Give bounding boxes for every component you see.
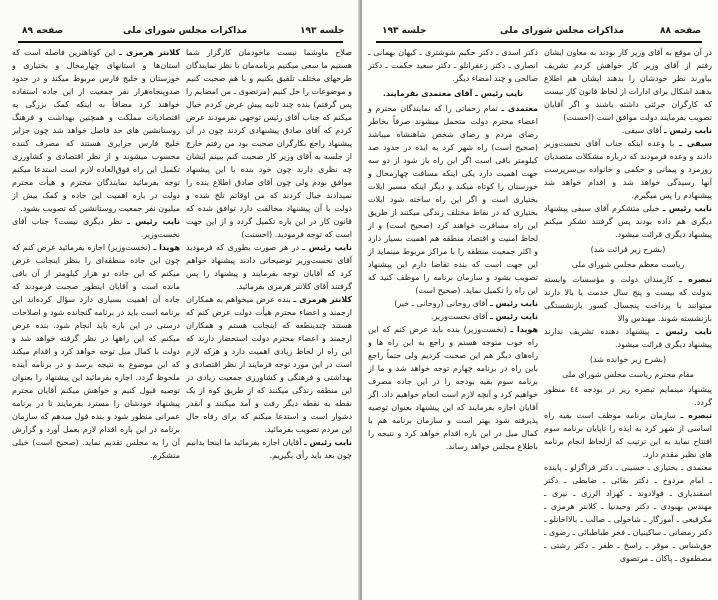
paragraph: [186, 46, 352, 241]
speaker-name: نایب رئیس ـ: [662, 204, 713, 213]
paragraph: [12, 241, 180, 462]
centered-heading: (بشرح زیر خوانده شد): [589, 355, 667, 364]
paragraph: [544, 124, 712, 137]
paragraph: [544, 137, 712, 202]
paragraph-text: بنده عرض میخواهم به همکاران ارجمند و اعضاء محترم هیأت دولت عرض کنم که هستند چندینطعه که اینجانب هستم و همکاران ارجمند و اعضاء محترم دولت استحضار دارند که این راه از لحاظ زیادی اهمیت دارد و هرکه لازم است در این مورد توجه فرمایند از نظر اقتصادی و بهداشتی و فرهنگی و کشاورزی جمعیت زیادی در این منطقه زندگی میکنند که از طریق کوه از یک نقطه به نقطه دیگر رفت و آمد میکنند و آنقدر دشوار است و استدعا میکنم که برای رفاه حال این مردم تصویب بفرمائید.: [186, 295, 352, 434]
speaker-name: معتمدی ـ: [501, 104, 538, 113]
paragraph-text: پیشنهاد دهنده تشریف ندارند پیشنهاد دیگری قرائت میشود.: [544, 327, 712, 349]
paragraph: [368, 323, 538, 453]
paragraph-text: خیلی متشکرم آقای سیفی پیشنهاد دیگری هم داده بودند پس گرفتند تشکر میکنم پیشنهاد دیگری قرائت میشود.: [544, 204, 712, 239]
paragraph-text: تمام زحماتی را که نمایندگان محترم و اعضاء محترم دولت متحمل میشوند صرفاً بخاطر رضای مردم و رضای شخص شاهنشاه میباشد (صحیح است) راه شهر کرد به ایذه در حدود صد کیلومتر باقی است اگر این راه باز شود از دو سه جهت اهمیت دارد یکی اینکه مسافت چهارمحال و خوزستان را کوتاه میکند و دیگر اینکه مسیر ایلات بختیاری است و اگر این راه ساخته شود ایلات بختیاری که در نقاط مختلف زندگی میکنند از طریق این راه مسافرت خواهند کرد (صحیح است) و از لحاظ امنیت و اقتصاد منطقه هم اهمیت بسیار دارد و اکثر جمعیت منطقه را با مراکز مربوط مینماید از این جهت است که بنده تقاضا دارم این پیشنهاد تصویب بشود و سازمان برنامه را موظف کنید که این راه را تکمیل نماید. (صحیح است): [368, 104, 538, 295]
text-column: [544, 46, 712, 565]
paragraph: [544, 273, 712, 325]
running-title: مذاکرات مجلس شورای ملی: [499, 26, 625, 36]
page-number: صفحه ۸۹: [22, 26, 64, 36]
paragraph-text: کارمندان دولت و مؤسسات وابسته بدولت که بیست و پنج سال خدمت یا بالا دارند میتوانند با پرداخت پنجسال کسور بازنشستگی بازنشسته شوند. مهندس والا: [544, 275, 712, 323]
paragraph: [544, 353, 712, 366]
text-column: [368, 46, 538, 453]
paragraph: [544, 461, 712, 565]
paragraph: [12, 46, 180, 215]
speaker-name: نایب رئیس ـ: [655, 327, 713, 336]
paragraph-text: آقای نخست‌وزیر.: [430, 312, 491, 321]
paragraph: [544, 243, 712, 256]
paragraph-text: (نخست‌وزیر) بنده باید عرض کنم که این راه خوب متوجه هستم و راجع به این راه ها و راه‌های دیگر هم این صحبت کردیم ولی حتماً راجع باین راه در برنامه چهارم توجه خواهد شد و ما از برنامه سوم بقیه بودجه را در این جاده مصرف خواهیم کرد و آنچه لازم است انجام خواهیم داد. اگر آقایان اجازه بفرمایند که این پیشنهاد بعنوان توصیه پذیرفته شود بهتر است و سازمان برنامه هم با کمال میل در این باره اقدام خواهد کرد و نتیجه را باطلاع مجلس خواهد رساند.: [368, 325, 538, 451]
paragraph: [186, 241, 352, 293]
paragraph: [368, 87, 538, 100]
paragraph: [544, 325, 712, 351]
speaker-name: نایب رئیس ـ: [490, 312, 538, 321]
speaker-name: نایب رئیس ـ: [302, 243, 352, 252]
paragraph-text: سازمان برنامه موظف است بقیه راه اساسی از شهر کرد به ایذه را تاپایان برنامه سوم افتتاح نماید به این ترتیب که ازلحاظ انجام برنامه های نظیر مقدم دارد.: [544, 411, 712, 459]
speaker-name: سیفی ـ: [679, 139, 712, 148]
speaker-name: هویدا ـ: [153, 243, 180, 252]
session-number: جلسه ۱۹۳: [382, 26, 427, 36]
paragraph: [368, 102, 538, 297]
paragraph: [544, 258, 712, 271]
paragraph-text: دکتر اسدی ـ دکتر حکیم شوشتری ـ کیهان بهمانی ـ انصاری ـ دکتر زعفرانلو ـ دکتر سعید حکمت ـ دکتر صالحی و چند امضاء دیگر.: [368, 48, 538, 83]
centered-heading: مقام محترم ریاست مجلس شورای ملی: [562, 370, 694, 379]
speaker-name: نایب رئیس ـ: [127, 217, 180, 226]
paragraph-text: معتمدی ـ بختیاری ـ حسینی ـ دکتر قراگزلو ـ پاینده ـ امام مردوخ ـ دکتر بقائی ـ ضابطی ـ دکتر اسفندیاری ـ فولادوند ـ کهزاد الرزی ـ نیری ـ مهندس بهبودی ـ دکتر وحیدنیا ـ کلانتر هرمزی ـ مکرفیعی ـ آموزگار ـ شاخولی ـ صالب ـ بالااخانلو ـ دکتر رمضانی ـ ساکینیان ـ فخر طباطبائی ـ رضوی ـ حق‌شناس ـ موقر ـ راسخ ـ ظفر ـ دکتر رشتی ـ مصطفوی ـ پاکان ـ مرتضوی: [544, 463, 712, 563]
paragraph-text: با وعده اینکه جناب آقای نخست‌وزیر دادند و وعده فرمودند که درباره مشکلات متصدیان روزمزد و پیمانی و حکمی و خانواده بی‌سرپرست آنها رسیدگی خواهد شد و اقدام خواهد شد پیشنهادم را پس میگیرم.: [544, 139, 712, 200]
text-column: [186, 46, 352, 462]
paragraph-text: (نخست‌وزیر) اجازه بفرمائید عرض کنم که چون این جاده منطقه‌ای را بنظر اینجانب عرض میکنم که این جاده دو هزار کیلومتر از آن باقی مانده است و آقایان اینطور صحبت فرمودند که جاده آن اهمیت بسیاری دارد سؤال کرده‌اند این برنامه است باید در برنامه گنجانده شود و اصلاحات درستی در این باره باید انجام شود. بنده عرض میکنم که این راهها در نظر گرفته خواهد شد و دولت با کمال میل توجه خواهد کرد و اقدام میکند که این موضوع به نتیجه برسد و در برنامه آینده ملحوظ گردد. اجازه بفرمائید این پیشنهاد را بعنوان توصیه قبول کنیم و خواهش میکنم آقایان محترم پیشنهاد خودشان را مسترد بفرمایند تا در برنامه عمرانی منظور شود و بنده قول میدهم که سازمان برنامه در این باره اقدام لازم بعمل آورد و گزارش آن را به مجلس تقدیم نماید. (صحیح است) خیلی متشکرم.: [12, 243, 180, 460]
speaker-name: هویدا ـ: [510, 325, 538, 334]
centered-heading: (بشرح زیر قرائت شد): [590, 245, 666, 254]
header-rule: [376, 41, 702, 43]
paragraph: [12, 215, 180, 241]
paragraph-text: آقای سیفی.: [621, 126, 665, 135]
speaker-name: کلانتر هرمزی ـ: [293, 295, 353, 304]
paragraph-text: نظر دیگری نیست؟ جناب آقای نخست‌وزیر.: [12, 217, 180, 239]
header-rule: [18, 41, 343, 43]
paragraph-text: آقایان اجازه بفرمائید ما اینجا بدانیم چون بعد باید رأی بگیریم.: [186, 438, 352, 460]
right-page: [362, 0, 718, 600]
centered-heading: ریاست معظم مجلس شورای ملی: [571, 260, 685, 269]
session-number: جلسه ۱۹۳: [300, 26, 345, 36]
paragraph: [368, 297, 538, 310]
paragraph-text: این کوتاهترین فاصله است که استان‌ها و استانهای چهارمحال و بختیاری و خوزستان و خلیج فارس مربوط میکند و در حدود صدوپنجاه‌هزار نفر جمعیت از این جاده استفاده خواهند کرد مضافاً به اینکه کمک بزرگی به اقتصادیات مملکت و همچنین بهداشت و فرهنگ روستانشین های حد فاصل خواهد شد چون جزایر خلیج فارس جزایری هستند که مصرف کننده محسوب میشوند و از نظر اقتصادی و کشاورزی تکمیل این راه فوق‌العاده لازم است استدعا میکنم توجه بفرمائید نمایندگان محترم و هیأت محترم دولت در باره اهمیت این جاده و کمک بیش از میلیون نفر جمعیت روستانشین که تصویب بشود.: [12, 48, 180, 213]
paragraph: [544, 368, 712, 381]
paragraph: [368, 310, 538, 323]
speaker-name: نایب رئیس ـ: [304, 438, 352, 447]
speaker-name: کلانتر هرمزی ـ: [119, 48, 180, 57]
paragraph-text: صلاح ماوشما نیست ماخودمان کارگزار شما هستیم ما سعی میکنیم برنامه‌مان با نظر نمایندگان طرحهای مختلف تلفیق بکنیم و با هم صحبت کنیم و موضوعات را حل کنیم (مرتضوی ـ من امضایم را پس گرفتم) بنده چند ثانیه پیش عرض کردم خیال میکنم که جناب آقای رئیس توجهی نفرمودند عرض کردم که آقای صادق پیشنهادی کردند چون در آن پیشنهاد راجع بکارگران صحبت بود من رفتم خارج از جلسه به آقای وزیر کار صحبت کنم ببینم ایشان چه نظری دارند چون خود بنده با این پیشنهاد موافق بودم ولی چون آقای صادق اطلاع بنده را نمیدادند خیال کردند که من اوقاتم تلخ شده و دولت با آن پیشنهاد مخالفت دارد توافق شده که قانون کار در این باره تکمیل گردد و از این جهت است که توجه فرمودید. (احسنت): [186, 48, 352, 239]
paragraph: [544, 202, 712, 241]
paragraph: [544, 46, 712, 124]
speaker-name: نایب رئیس ـ: [490, 299, 538, 308]
paragraph-text: آقای روحانی‌ (روحانی ـ خیر): [394, 299, 491, 308]
speaker-line: نایب رئیس ـ آقای معتمدی بفرمایند.: [382, 89, 524, 98]
text-column: [12, 46, 180, 462]
speaker-name: نایب رئیس ـ: [664, 126, 712, 135]
paragraph: [544, 383, 712, 409]
paragraph: [368, 46, 538, 85]
paragraph: [186, 293, 352, 436]
paragraph-text: پیشنهاد مینمایم تبصره زیر در بودجه ٤٤ منظور گردد.: [544, 385, 712, 407]
running-title: مذاکرات مجلس شورای ملی: [122, 26, 248, 36]
speaker-name: تبصره ـ: [680, 411, 712, 420]
paragraph-text: در هر صورت بطوری که فرمودید آقای نخست‌وزیر توضیحاتی دادند پیشنهاد خواهم کرد که آقایان توجه بفرمایند و پیشنهاد را پس گرفتند آقای کلانتر هرمزی بفرمائید.: [186, 243, 352, 291]
paragraph: [544, 409, 712, 461]
paragraph-text: در آن موقع به آقای وزیر کار بودند به معاون ایشان رفتم از آقای وزیر کار خواهش کردم تشریف بیاورند نظر خودشان را بدهند ایشان هم اطلاع بدهند اشکال برای ادارات از لحاظ قانون کار نیست که کارگران جرئتی داشته باشند و اگر آقایان تصویب بفرمایند دولت موافق است (احسنت): [544, 48, 712, 122]
speaker-name: تبصره ـ: [679, 275, 713, 284]
page-number: صفحه ۸۸: [660, 26, 702, 36]
paragraph: [186, 436, 352, 462]
